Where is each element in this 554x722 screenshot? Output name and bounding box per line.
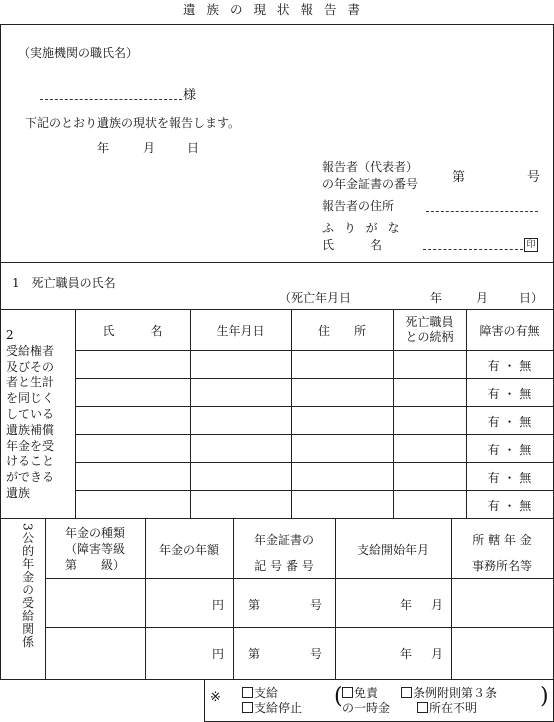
s3-row-2-dai: 第 bbox=[248, 647, 261, 661]
s2-col-line-3 bbox=[291, 309, 292, 518]
s2-header-address: 住 所 bbox=[317, 324, 366, 338]
s3-row-1-go: 号 bbox=[310, 598, 323, 612]
name-label: 氏 名 bbox=[322, 238, 383, 252]
date-day-label: 日 bbox=[187, 141, 200, 155]
frame-top-line bbox=[0, 24, 553, 25]
death-date-year: 年 bbox=[430, 291, 443, 305]
s3-row-line bbox=[45, 627, 553, 628]
name-line[interactable] bbox=[423, 249, 523, 250]
furigana-label: ふ り が な bbox=[322, 221, 403, 235]
seal-mark: 印 bbox=[524, 236, 538, 252]
pension-go: 号 bbox=[527, 170, 541, 185]
option-shikyu-teishi[interactable]: 支給停止 bbox=[242, 699, 302, 716]
paren-open: ( bbox=[334, 684, 343, 709]
option-ichijikin-label: の一時金 bbox=[342, 701, 391, 715]
section2-top-line bbox=[0, 309, 553, 310]
sama-label: 様 bbox=[183, 88, 197, 103]
s2-header-disability: 障害の有無 bbox=[479, 324, 540, 338]
death-date-day: 日） bbox=[519, 291, 544, 305]
addressee-line[interactable] bbox=[40, 99, 182, 100]
address-label: 報告者の住所 bbox=[322, 199, 395, 213]
date-year-label: 年 bbox=[97, 141, 110, 155]
s3-header-amount: 年金の年額 bbox=[158, 543, 219, 557]
section1-label: 1 死亡職員の氏名 bbox=[12, 276, 116, 290]
s2-header-birth: 生年月日 bbox=[216, 324, 265, 338]
s2-row-3-disability[interactable]: 有 ・ 無 bbox=[487, 415, 532, 429]
s3-row-2-yen: 円 bbox=[212, 647, 225, 661]
s2-header-relation: 死亡職員 との続柄 bbox=[405, 315, 454, 344]
frame-left-line bbox=[0, 24, 1, 679]
option-shikyu[interactable]: 支給 bbox=[242, 684, 278, 701]
s2-row-1-disability[interactable]: 有 ・ 無 bbox=[487, 359, 532, 373]
address-line[interactable] bbox=[426, 211, 538, 212]
s2-header-name: 氏 名 bbox=[102, 324, 163, 338]
date-month-label: 月 bbox=[143, 141, 156, 155]
pension-dai: 第 bbox=[452, 170, 466, 185]
checkbox-icon[interactable] bbox=[342, 687, 353, 698]
s2-header-line bbox=[75, 350, 553, 351]
checkbox-icon[interactable] bbox=[242, 687, 253, 698]
s2-row-line-3 bbox=[75, 434, 553, 435]
option-menseki[interactable]: 免責 bbox=[342, 684, 378, 701]
s2-row-line-2 bbox=[75, 406, 553, 407]
s3-header-cert: 年金証書の 記 号 番 号 bbox=[253, 533, 314, 573]
section3-side-label: 3公的年金の受給関係 bbox=[20, 523, 35, 649]
s2-col-line-1 bbox=[75, 309, 76, 518]
s3-header-type: 年金の種類 （障害等級 第 級） bbox=[64, 526, 125, 572]
section3-top-line bbox=[0, 518, 553, 519]
s3-row-1-yen: 円 bbox=[212, 598, 225, 612]
s2-row-5-disability[interactable]: 有 ・ 無 bbox=[487, 471, 532, 485]
s2-row-line-4 bbox=[75, 462, 553, 463]
s3-row-1-year: 年 bbox=[400, 598, 413, 612]
s3-row-2-year: 年 bbox=[400, 647, 413, 661]
death-date-month: 月 bbox=[476, 291, 489, 305]
s3-row-2-go: 号 bbox=[310, 647, 323, 661]
s3-bottom-line bbox=[0, 679, 553, 680]
s2-row-2-disability[interactable]: 有 ・ 無 bbox=[487, 387, 532, 401]
footer-left-line bbox=[204, 679, 205, 721]
section1-top-line bbox=[0, 262, 553, 263]
section2-side-label: 2 受給権者 及びその 者と生計 を同じく している 遺族補償 年金を受 けること ができる 遺族 bbox=[6, 328, 55, 500]
s2-row-line-5 bbox=[75, 490, 553, 491]
footer-mark: ※ bbox=[210, 690, 221, 705]
s2-row-line-1 bbox=[75, 378, 553, 379]
s3-header-start: 支給開始年月 bbox=[356, 543, 429, 557]
s3-row-2-month: 月 bbox=[431, 647, 444, 661]
option-shozai-fumei[interactable]: 所在不明 bbox=[417, 699, 477, 716]
death-date-label: （死亡年月日 bbox=[279, 291, 352, 305]
document-title: 遺族の現状報告書 bbox=[182, 2, 371, 17]
paren-close: ) bbox=[540, 684, 549, 709]
checkbox-icon[interactable] bbox=[417, 702, 428, 713]
s2-row-4-disability[interactable]: 有 ・ 無 bbox=[487, 443, 532, 457]
pension-label-2: の年金証書の番号 bbox=[322, 177, 419, 191]
s2-col-line-2 bbox=[190, 309, 191, 518]
intro-text: 下記のとおり遺族の現状を報告します。 bbox=[25, 116, 241, 130]
s3-header-office: 所 轄 年 金 事務所名等 bbox=[471, 533, 532, 573]
pension-label-1: 報告者（代表者） bbox=[322, 160, 419, 174]
s3-row-1-month: 月 bbox=[431, 598, 444, 612]
s2-row-6-disability[interactable]: 有 ・ 無 bbox=[487, 499, 532, 513]
org-label: （実施機関の職氏名） bbox=[18, 46, 139, 60]
checkbox-icon[interactable] bbox=[401, 687, 412, 698]
checkbox-icon[interactable] bbox=[242, 702, 253, 713]
option-jorei-fusoku[interactable]: 条例附則第３条 bbox=[401, 684, 497, 701]
s3-row-1-dai: 第 bbox=[248, 598, 261, 612]
